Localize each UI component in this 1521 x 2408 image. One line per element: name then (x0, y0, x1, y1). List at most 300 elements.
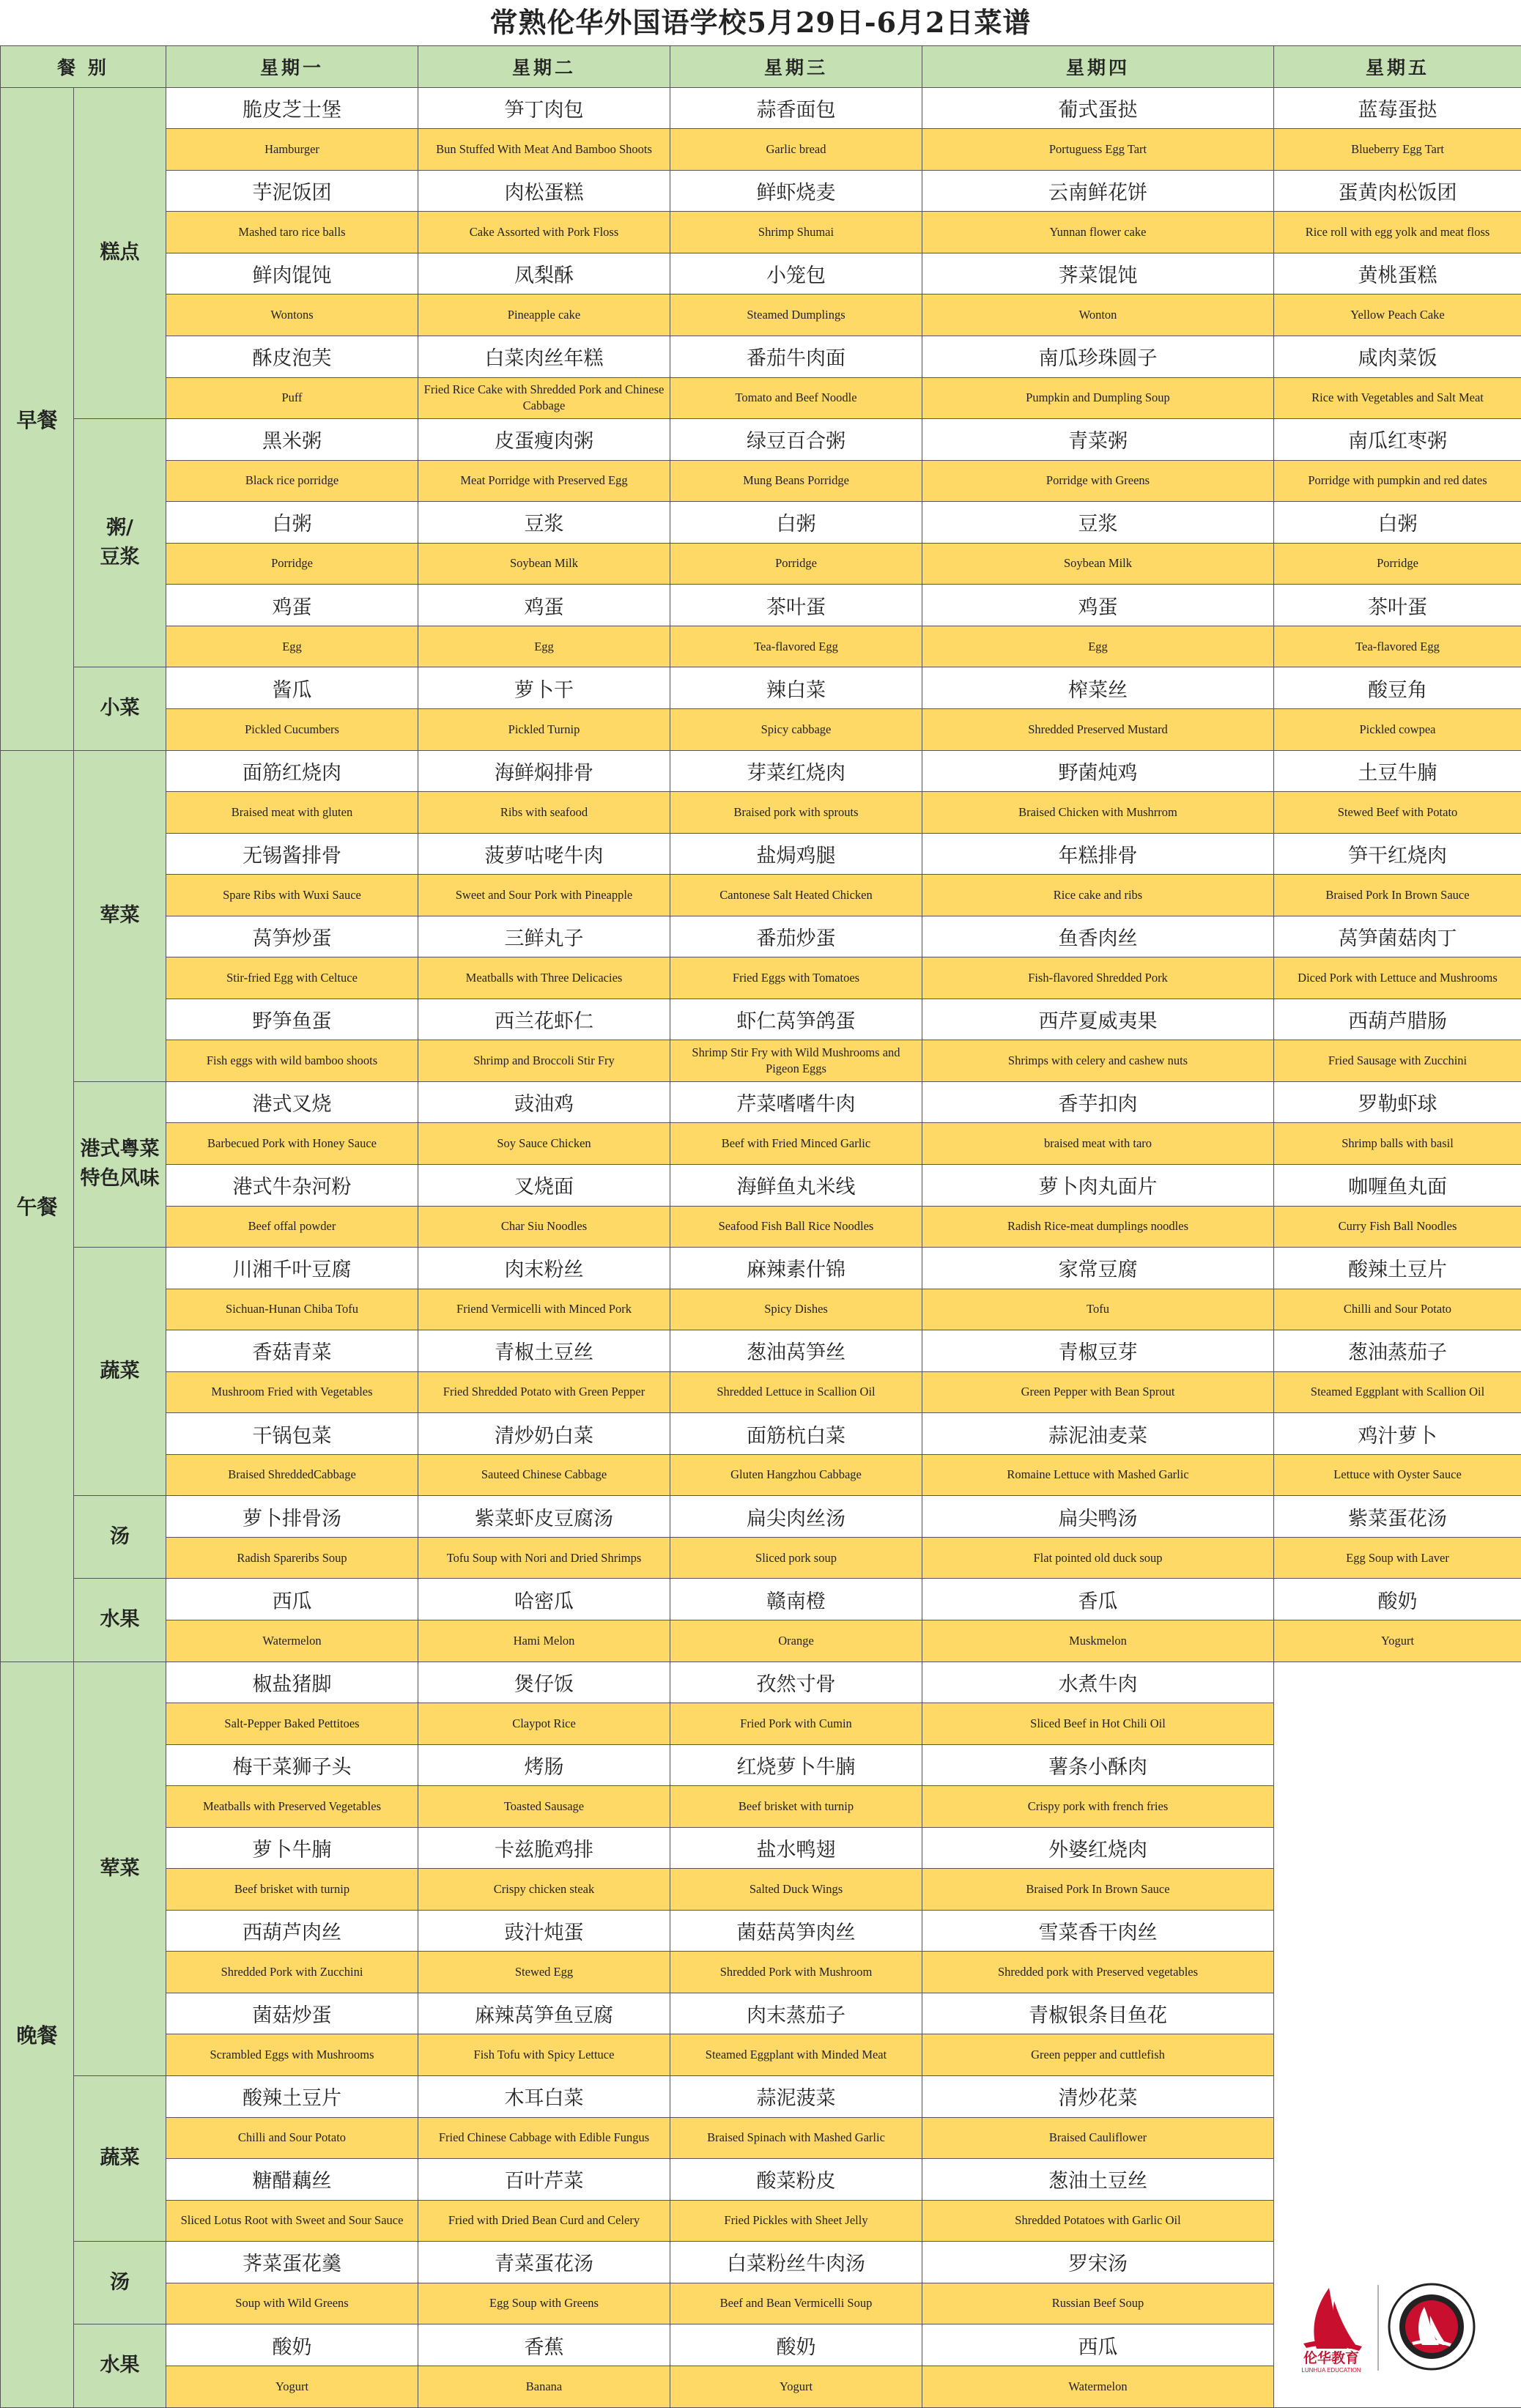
dish-name: 年糕排骨 (922, 833, 1274, 875)
dish-name: 荠菜蛋花羹 (166, 2242, 418, 2283)
dish-name-english: Egg (922, 626, 1274, 667)
dish-name: 酱瓜 (166, 667, 418, 709)
dish-name-english: Fried Chinese Cabbage with Edible Fungus (418, 2117, 670, 2159)
dish-name: 鸡蛋 (166, 585, 418, 626)
dish-name: 肉末粉丝 (418, 1248, 670, 1289)
dish-name: 野菌炖鸡 (922, 750, 1274, 792)
dish-name: 蛋黄肉松饭团 (1274, 170, 1521, 212)
dish-name-english: Shrimp Stir Fry with Wild Mushrooms and Pigeon Eggs (670, 1040, 922, 1082)
dish-name-english: Porridge with pumpkin and red dates (1274, 460, 1521, 502)
dish-name-english: Diced Pork with Lettuce and Mushrooms (1274, 957, 1521, 999)
dish-row-chinese (1, 750, 1521, 792)
dish-name: 青椒土豆丝 (418, 1330, 670, 1372)
dish-name: 盐焗鸡腿 (670, 833, 922, 875)
dish-name-english: Curry Fish Ball Noodles (1274, 1206, 1521, 1248)
dish-name-english: Fried Sausage with Zucchini (1274, 1040, 1521, 1082)
dish-name-english: Claypot Rice (418, 1703, 670, 1745)
dish-name-english: Barbecued Pork with Honey Sauce (166, 1123, 418, 1165)
dish-name: 海鲜鱼丸米线 (670, 1164, 922, 1206)
dish-row-english (1, 129, 1521, 171)
dish-name: 西葫芦肉丝 (166, 1910, 418, 1952)
dish-name: 薯条小酥肉 (922, 1744, 1274, 1786)
dish-name: 糖醋藕丝 (166, 2159, 418, 2201)
dish-row-english (1, 460, 1521, 502)
dish-name: 家常豆腐 (922, 1248, 1274, 1289)
dish-name: 小笼包 (670, 253, 922, 294)
dish-name: 咖喱鱼丸面 (1274, 1164, 1521, 1206)
dish-name-english: Beef offal powder (166, 1206, 418, 1248)
dish-name-english: Cake Assorted with Pork Floss (418, 212, 670, 253)
dish-name: 咸肉菜饭 (1274, 336, 1521, 378)
dish-name-english: Mung Beans Porridge (670, 460, 922, 502)
dish-name-english: Stewed Beef with Potato (1274, 792, 1521, 834)
dish-name: 莴笋菌菇肉丁 (1274, 916, 1521, 957)
dish-name-english: Mushroom Fried with Vegetables (166, 1371, 418, 1413)
dish-name: 酸辣土豆片 (1274, 1248, 1521, 1289)
dish-name: 香芋扣肉 (922, 1081, 1274, 1123)
dish-name: 酸豆角 (1274, 667, 1521, 709)
dish-row-chinese (1, 1248, 1521, 1289)
dish-name-english: Egg Soup with Greens (418, 2283, 670, 2324)
dish-row-chinese (1, 502, 1521, 544)
dish-name: 虾仁莴笋鸽蛋 (670, 999, 922, 1040)
dish-row-chinese (1, 667, 1521, 709)
dish-name-english: Sauteed Chinese Cabbage (418, 1454, 670, 1496)
dish-name: 皮蛋瘦肉粥 (418, 419, 670, 461)
category-label: 粥/ 豆浆 (74, 419, 166, 667)
dish-name-english: Shredded Preserved Mustard (922, 708, 1274, 750)
dish-name-english: Braised pork with sprouts (670, 792, 922, 834)
day-header: 星期五 (1274, 46, 1521, 88)
dish-name: 茶叶蛋 (670, 585, 922, 626)
dish-name-english: Shrimp and Broccoli Stir Fry (418, 1040, 670, 1082)
dish-name-english: Shredded Potatoes with Garlic Oil (922, 2200, 1274, 2242)
dish-row-chinese (1, 999, 1521, 1040)
dish-name: 蓝莓蛋挞 (1274, 87, 1521, 129)
dish-name: 脆皮芝士堡 (166, 87, 418, 129)
dish-name: 外婆红烧肉 (922, 1827, 1274, 1869)
dish-name: 香菇青菜 (166, 1330, 418, 1372)
menu-table (0, 45, 1521, 2408)
dish-name-english: Yogurt (1274, 1620, 1521, 1661)
dish-name: 麻辣莴笋鱼豆腐 (418, 1993, 670, 2034)
dish-name-english: Sliced Beef in Hot Chili Oil (922, 1703, 1274, 1745)
dish-name-english: Fried Eggs with Tomatoes (670, 957, 922, 999)
dish-name: 港式牛杂河粉 (166, 1164, 418, 1206)
dish-row-english (1, 708, 1521, 750)
dish-name: 葱油蒸茄子 (1274, 1330, 1521, 1372)
dish-row-english (1, 377, 1521, 419)
dish-name: 茶叶蛋 (1274, 585, 1521, 626)
header-row (1, 46, 1521, 88)
school-logo (1289, 2279, 1479, 2374)
dish-name: 面筋红烧肉 (166, 750, 418, 792)
dish-name: 白菜肉丝年糕 (418, 336, 670, 378)
dish-row-english (1, 1537, 1521, 1579)
dish-name: 笋丁肉包 (418, 87, 670, 129)
dish-name: 芋泥饭团 (166, 170, 418, 212)
dish-name: 芽菜红烧肉 (670, 750, 922, 792)
dish-name-english: Soybean Milk (418, 543, 670, 585)
dish-name: 百叶芹菜 (418, 2159, 670, 2201)
dish-name-english: Yogurt (166, 2366, 418, 2407)
dish-name-english: Fried Rice Cake with Shredded Pork and Chinese Cabbage (418, 377, 670, 419)
dish-name-english: Meat Porridge with Preserved Egg (418, 460, 670, 502)
dish-name-english: Garlic bread (670, 129, 922, 171)
dish-name: 梅干菜狮子头 (166, 1744, 418, 1786)
dish-row-chinese (1, 1579, 1521, 1620)
category-label: 荤菜 (74, 750, 166, 1081)
dish-name-english: Meatballs with Three Delicacies (418, 957, 670, 999)
dish-name: 萝卜牛腩 (166, 1827, 418, 1869)
dish-name: 鸡汁萝卜 (1274, 1413, 1521, 1455)
dish-name-english: Braised Pork In Brown Sauce (922, 1869, 1274, 1911)
dish-name-english: Salted Duck Wings (670, 1869, 922, 1911)
dish-name: 菠萝咕咾牛肉 (418, 833, 670, 875)
dish-row-chinese (1, 1496, 1521, 1538)
dish-name-english: Spare Ribs with Wuxi Sauce (166, 875, 418, 916)
dish-row-chinese (1, 419, 1521, 461)
dish-name-english: Watermelon (166, 1620, 418, 1661)
dish-name: 海鲜焖排骨 (418, 750, 670, 792)
dish-name-english: Pickled Turnip (418, 708, 670, 750)
dish-row-english (1, 875, 1521, 916)
dish-name-english: Beef brisket with turnip (670, 1786, 922, 1828)
dish-name-english: Mashed taro rice balls (166, 212, 418, 253)
dish-row-english (1, 543, 1521, 585)
dish-name: 笋干红烧肉 (1274, 833, 1521, 875)
dish-name-english: Bun Stuffed With Meat And Bamboo Shoots (418, 129, 670, 171)
dish-row-chinese (1, 87, 1521, 129)
dish-name-english: Chilli and Sour Potato (166, 2117, 418, 2159)
dish-name: 红烧萝卜牛腩 (670, 1744, 922, 1786)
dish-name-english: Steamed Eggplant with Scallion Oil (1274, 1371, 1521, 1413)
dish-name: 西葫芦腊肠 (1274, 999, 1521, 1040)
dish-name-english: Wonton (922, 294, 1274, 336)
dish-name: 云南鲜花饼 (922, 170, 1274, 212)
dish-name-english: Hamburger (166, 129, 418, 171)
dish-name-english: braised meat with taro (922, 1123, 1274, 1165)
dish-name-english: Pickled cowpea (1274, 708, 1521, 750)
dish-name: 辣白菜 (670, 667, 922, 709)
category-label: 汤 (74, 1496, 166, 1579)
dish-name-english: Rice with Vegetables and Salt Meat (1274, 377, 1521, 419)
dish-name: 葱油莴笋丝 (670, 1330, 922, 1372)
dish-name-english: Watermelon (922, 2366, 1274, 2407)
dish-name-english: Romaine Lettuce with Mashed Garlic (922, 1454, 1274, 1496)
dish-name-english: Portuguess Egg Tart (922, 129, 1274, 171)
dish-name: 酸奶 (166, 2324, 418, 2366)
day-header: 星期四 (922, 46, 1274, 88)
dish-name-english: Muskmelon (922, 1620, 1274, 1661)
dish-name-english: Hami Melon (418, 1620, 670, 1661)
dish-name-english: Gluten Hangzhou Cabbage (670, 1454, 922, 1496)
dish-name-english: Tofu (922, 1289, 1274, 1330)
dish-name-english: Chilli and Sour Potato (1274, 1289, 1521, 1330)
dish-name: 豉汁炖蛋 (418, 1910, 670, 1952)
dish-row-chinese (1, 833, 1521, 875)
dish-name: 清炒奶白菜 (418, 1413, 670, 1455)
dish-name-english: Scrambled Eggs with Mushrooms (166, 2034, 418, 2076)
dish-name-english: Fried with Dried Bean Curd and Celery (418, 2200, 670, 2242)
dish-name: 鲜虾烧麦 (670, 170, 922, 212)
dish-name: 蒜泥油麦菜 (922, 1413, 1274, 1455)
dish-name-english: Porridge (1274, 543, 1521, 585)
day-header: 星期三 (670, 46, 922, 88)
dish-name-english: Sweet and Sour Pork with Pineapple (418, 875, 670, 916)
dish-name-english: Shredded Lettuce in Scallion Oil (670, 1371, 922, 1413)
dish-name-english: Fried Pickles with Sheet Jelly (670, 2200, 922, 2242)
dish-name-english: Radish Spareribs Soup (166, 1537, 418, 1579)
dish-name: 萝卜排骨汤 (166, 1496, 418, 1538)
dish-row-chinese (1, 1330, 1521, 1372)
dish-name-english: Russian Beef Soup (922, 2283, 1274, 2324)
category-label: 小菜 (74, 667, 166, 750)
dish-name-english: Egg (418, 626, 670, 667)
dish-row-english (1, 212, 1521, 253)
dish-name-english: Rice cake and ribs (922, 875, 1274, 916)
category-label: 糕点 (74, 87, 166, 418)
meal-label: 午餐 (1, 750, 74, 1661)
dish-row-chinese (1, 1081, 1521, 1123)
dish-name-english: Flat pointed old duck soup (922, 1537, 1274, 1579)
dish-name-english: Yellow Peach Cake (1274, 294, 1521, 336)
dish-name: 烤肠 (418, 1744, 670, 1786)
dish-name-english: Porridge with Greens (922, 460, 1274, 502)
dish-name: 葡式蛋挞 (922, 87, 1274, 129)
dish-name-english: Yunnan flower cake (922, 212, 1274, 253)
dish-name: 青菜蛋花汤 (418, 2242, 670, 2283)
dish-name-english: Pineapple cake (418, 294, 670, 336)
dish-name: 番茄炒蛋 (670, 916, 922, 957)
dish-name: 孜然寸骨 (670, 1661, 922, 1703)
dish-name-english: Pickled Cucumbers (166, 708, 418, 750)
dish-row-english (1, 1371, 1521, 1413)
dish-name: 白粥 (670, 502, 922, 544)
dish-row-chinese (1, 1661, 1521, 1703)
dish-name: 干锅包菜 (166, 1413, 418, 1455)
dish-name-english: Char Siu Noodles (418, 1206, 670, 1248)
dish-name: 酸辣土豆片 (166, 2076, 418, 2118)
dish-name: 豉油鸡 (418, 1081, 670, 1123)
dish-name-english: Tea-flavored Egg (1274, 626, 1521, 667)
dish-name: 罗宋汤 (922, 2242, 1274, 2283)
dish-name-english: Egg (166, 626, 418, 667)
dish-name: 肉松蛋糕 (418, 170, 670, 212)
dish-name-english: Salt-Pepper Baked Pettitoes (166, 1703, 418, 1745)
dish-name: 面筋杭白菜 (670, 1413, 922, 1455)
dish-name: 叉烧面 (418, 1164, 670, 1206)
dish-name-english: Beef with Fried Minced Garlic (670, 1123, 922, 1165)
dish-name-english: Shredded Pork with Zucchini (166, 1952, 418, 1993)
dish-name-english: Tomato and Beef Noodle (670, 377, 922, 419)
dish-name: 白菜粉丝牛肉汤 (670, 2242, 922, 2283)
dish-name: 西兰花虾仁 (418, 999, 670, 1040)
dish-name: 葱油土豆丝 (922, 2159, 1274, 2201)
dish-name-english: Stewed Egg (418, 1952, 670, 1993)
dish-name-english: Stir-fried Egg with Celtuce (166, 957, 418, 999)
meal-label: 早餐 (1, 87, 74, 750)
dish-name-english: Yogurt (670, 2366, 922, 2407)
dish-row-english (1, 1620, 1521, 1661)
dish-name-english: Puff (166, 377, 418, 419)
dish-name: 黄桃蛋糕 (1274, 253, 1521, 294)
dish-row-english (1, 957, 1521, 999)
dish-name: 紫菜蛋花汤 (1274, 1496, 1521, 1538)
meal-label: 晚餐 (1, 1661, 74, 2407)
dish-name-english: Sichuan-Hunan Chiba Tofu (166, 1289, 418, 1330)
dish-name-english: Cantonese Salt Heated Chicken (670, 875, 922, 916)
dish-name: 鸡蛋 (922, 585, 1274, 626)
dish-name: 南瓜珍珠圆子 (922, 336, 1274, 378)
dish-name-english: Black rice porridge (166, 460, 418, 502)
dish-name: 番茄牛肉面 (670, 336, 922, 378)
dish-name-english: Soup with Wild Greens (166, 2283, 418, 2324)
dish-row-english (1, 626, 1521, 667)
dish-name-english: Banana (418, 2366, 670, 2407)
dish-row-english (1, 1454, 1521, 1496)
dish-name: 西芹夏威夷果 (922, 999, 1274, 1040)
dish-name: 雪菜香干肉丝 (922, 1910, 1274, 1952)
dish-name-english: Tea-flavored Egg (670, 626, 922, 667)
dish-name-english: Egg Soup with Laver (1274, 1537, 1521, 1579)
dish-name-english: Friend Vermicelli with Minced Pork (418, 1289, 670, 1330)
dish-name: 蒜泥菠菜 (670, 2076, 922, 2118)
dish-name-english: Fish-flavored Shredded Pork (922, 957, 1274, 999)
dish-name-english: Pumpkin and Dumpling Soup (922, 377, 1274, 419)
dish-name-english: Braised Spinach with Mashed Garlic (670, 2117, 922, 2159)
logo-brand-en: LUNHUA EDUCATION (1301, 2367, 1361, 2374)
category-label: 荤菜 (74, 1661, 166, 2075)
dish-name-english: Spicy cabbage (670, 708, 922, 750)
dish-name: 香蕉 (418, 2324, 670, 2366)
dish-name: 豆浆 (418, 502, 670, 544)
category-label: 蔬菜 (74, 1248, 166, 1496)
dish-name: 鲜肉馄饨 (166, 253, 418, 294)
dish-name-english: Soybean Milk (922, 543, 1274, 585)
dish-name: 荠菜馄饨 (922, 253, 1274, 294)
dish-name: 野笋鱼蛋 (166, 999, 418, 1040)
dish-name: 香瓜 (922, 1579, 1274, 1620)
dish-name: 椒盐猪脚 (166, 1661, 418, 1703)
dish-name: 青椒豆芽 (922, 1330, 1274, 1372)
dish-name: 绿豆百合粥 (670, 419, 922, 461)
dish-name-english: Ribs with seafood (418, 792, 670, 834)
dish-name: 水煮牛肉 (922, 1661, 1274, 1703)
dish-name: 扁尖鸭汤 (922, 1496, 1274, 1538)
dish-name: 港式叉烧 (166, 1081, 418, 1123)
dish-name-english: Porridge (166, 543, 418, 585)
dish-name-english: Braised Pork In Brown Sauce (1274, 875, 1521, 916)
dish-name: 川湘千叶豆腐 (166, 1248, 418, 1289)
dish-name-english: Wontons (166, 294, 418, 336)
category-label: 汤 (74, 2242, 166, 2324)
dish-name: 芹菜嗜嗜牛肉 (670, 1081, 922, 1123)
page-title: 常熟伦华外国语学校5月29日-6月2日菜谱 (489, 6, 1032, 39)
dish-name-english: Braised Cauliflower (922, 2117, 1274, 2159)
dish-row-english (1, 1206, 1521, 1248)
dish-name-english: Lettuce with Oyster Sauce (1274, 1454, 1521, 1496)
dish-name: 盐水鸭翅 (670, 1827, 922, 1869)
dish-name: 卡兹脆鸡排 (418, 1827, 670, 1869)
dish-name-english: Braised ShreddedCabbage (166, 1454, 418, 1496)
dish-name-english: Tofu Soup with Nori and Dried Shrimps (418, 1537, 670, 1579)
dish-name: 白粥 (166, 502, 418, 544)
dish-name: 紫菜虾皮豆腐汤 (418, 1496, 670, 1538)
dish-name: 酥皮泡芙 (166, 336, 418, 378)
category-label: 蔬菜 (74, 2076, 166, 2242)
dish-name: 土豆牛腩 (1274, 750, 1521, 792)
dish-row-chinese (1, 170, 1521, 212)
dish-name: 西瓜 (166, 1579, 418, 1620)
dish-name-english: Sliced Lotus Root with Sweet and Sour Sauce (166, 2200, 418, 2242)
dish-name-english: Braised Chicken with Mushrrom (922, 792, 1274, 834)
category-label: 水果 (74, 1579, 166, 1661)
dish-row-chinese (1, 1413, 1521, 1455)
dish-name: 无锡酱排骨 (166, 833, 418, 875)
dish-name: 豆浆 (922, 502, 1274, 544)
dish-row-english (1, 1040, 1521, 1082)
dish-row-chinese (1, 253, 1521, 294)
dish-name-english: Shredded Pork with Mushroom (670, 1952, 922, 1993)
dish-name-english: Porridge (670, 543, 922, 585)
dish-name: 黑米粥 (166, 419, 418, 461)
dish-name-english: Fish Tofu with Spicy Lettuce (418, 2034, 670, 2076)
dish-name: 白粥 (1274, 502, 1521, 544)
dish-name-english: Shrimps with celery and cashew nuts (922, 1040, 1274, 1082)
dish-name: 赣南橙 (670, 1579, 922, 1620)
dish-name-english: Braised meat with gluten (166, 792, 418, 834)
logo-brand-text: 伦华教育 (1303, 2350, 1360, 2366)
category-label: 港式粤菜 特色风味 (74, 1081, 166, 1247)
dish-name-english: Soy Sauce Chicken (418, 1123, 670, 1165)
dish-name: 木耳白菜 (418, 2076, 670, 2118)
dish-name: 清炒花菜 (922, 2076, 1274, 2118)
dish-row-english (1, 294, 1521, 336)
dish-name-english: Green pepper and cuttlefish (922, 2034, 1274, 2076)
dish-row-chinese (1, 585, 1521, 626)
dish-name: 凤梨酥 (418, 253, 670, 294)
dish-name-english: Seafood Fish Ball Rice Noodles (670, 1206, 922, 1248)
dish-name-english: Sliced pork soup (670, 1537, 922, 1579)
dish-name-english: Beef and Bean Vermicelli Soup (670, 2283, 922, 2324)
dish-name: 萝卜肉丸面片 (922, 1164, 1274, 1206)
dish-row-english (1, 1289, 1521, 1330)
meal-column-header: 餐 别 (1, 46, 166, 88)
dish-name: 酸奶 (1274, 1579, 1521, 1620)
dish-name-english: Shrimp balls with basil (1274, 1123, 1521, 1165)
dish-name: 鸡蛋 (418, 585, 670, 626)
dish-name-english: Shredded pork with Preserved vegetables (922, 1952, 1274, 1993)
day-header: 星期二 (418, 46, 670, 88)
dish-row-chinese (1, 916, 1521, 957)
dish-name-english: Steamed Eggplant with Minded Meat (670, 2034, 922, 2076)
dish-name: 青椒银条目鱼花 (922, 1993, 1274, 2034)
friday-dinner-blank (1274, 1661, 1521, 2407)
dish-name-english: Radish Rice-meat dumplings noodles (922, 1206, 1274, 1248)
dish-name: 肉末蒸茄子 (670, 1993, 922, 2034)
dish-name: 菌菇莴笋肉丝 (670, 1910, 922, 1952)
dish-name: 酸菜粉皮 (670, 2159, 922, 2201)
dish-name-english: Meatballs with Preserved Vegetables (166, 1786, 418, 1828)
dish-name: 酸奶 (670, 2324, 922, 2366)
dish-name-english: Toasted Sausage (418, 1786, 670, 1828)
dish-name-english: Rice roll with egg yolk and meat floss (1274, 212, 1521, 253)
dish-name-english: Fried Shredded Potato with Green Pepper (418, 1371, 670, 1413)
dish-name-english: Orange (670, 1620, 922, 1661)
dish-name-english: Crispy chicken steak (418, 1869, 670, 1911)
dish-name-english: Fried Pork with Cumin (670, 1703, 922, 1745)
